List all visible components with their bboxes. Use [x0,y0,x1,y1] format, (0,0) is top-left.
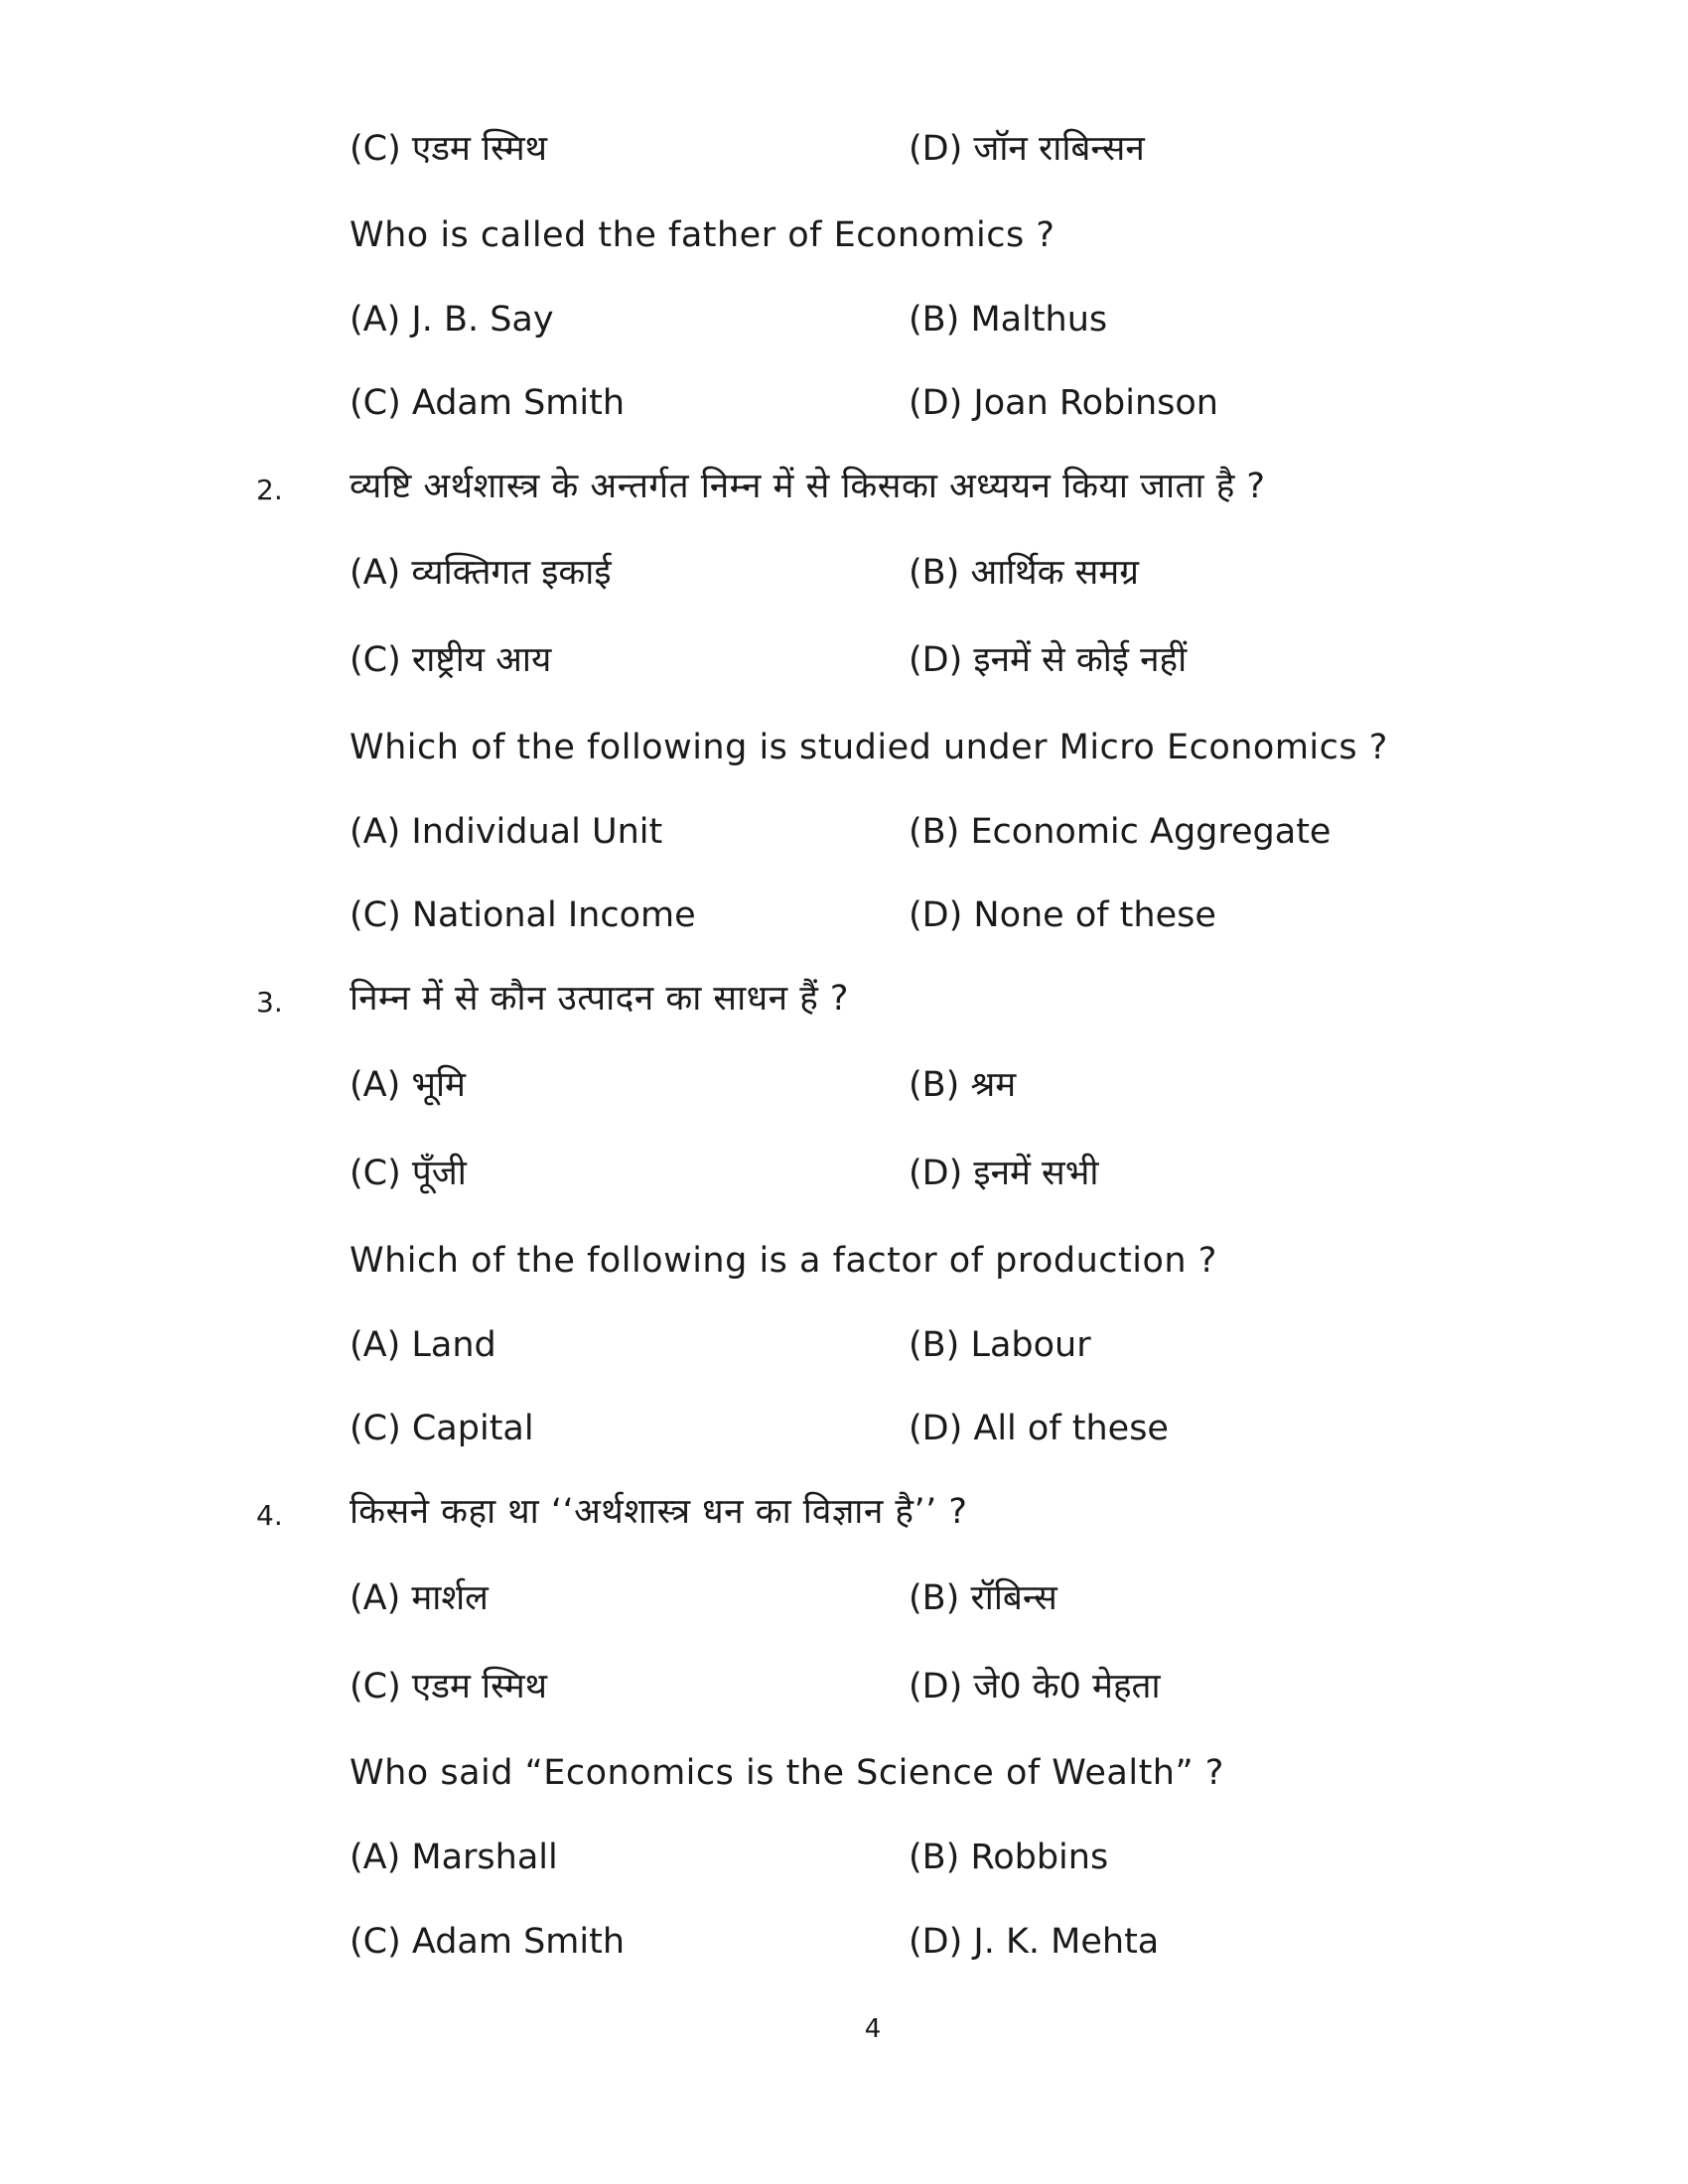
question-4-hindi-text: किसने कहा था ‘‘अर्थशास्त्र धन का विज्ञान है’’ ? [350,1492,968,1532]
question-3-hindi-text: निम्न में से कौन उत्पादन का साधन हैं ? [350,979,849,1019]
question-2-hindi-text: व्यष्टि अर्थशास्त्र के अन्तर्गत निम्न में से किसका अध्ययन किया जाता है ? [350,467,1266,506]
option-b: (B) Economic Aggregate [909,812,1332,852]
option-d: (D) None of these [909,895,1216,935]
question-row [0,718,1688,777]
option-c: (C) पूँजी [350,1154,467,1193]
page-number: 4 [864,2014,882,2044]
question-1-english-text: Who is called the father of Economics ? [350,215,1055,255]
option-d: (D) इनमें से कोई नहीं [909,640,1188,680]
option-a: (A) Individual Unit [350,812,663,852]
option-c: (C) राष्ट्रीय आय [350,640,552,680]
option-a: (A) Land [350,1325,496,1365]
option-row [0,1399,1688,1458]
option-c: (C) Adam Smith [350,1922,626,1962]
option-row [0,802,1688,862]
option-a: (A) Marshall [350,1838,558,1877]
question-number: 4. [256,1499,283,1532]
option-d: (D) जॉन राबिन्सन [909,129,1145,169]
question-row [0,969,1688,1028]
question-2-english-text: Which of the following is studied under Micro Economics ? [350,728,1388,767]
option-row [0,1569,1688,1628]
option-row [0,630,1688,690]
option-b: (B) Robbins [909,1838,1109,1877]
option-b: (B) श्रम [909,1065,1017,1105]
option-a: (A) मार्शल [350,1578,489,1618]
option-row [0,886,1688,945]
option-d: (D) J. K. Mehta [909,1922,1160,1962]
option-c: (C) Capital [350,1409,534,1448]
option-row [0,1315,1688,1375]
option-b: (B) Malthus [909,300,1108,340]
option-b: (B) रॉबिन्स [909,1578,1057,1618]
option-d: (D) इनमें सभी [909,1154,1099,1193]
question-number: 3. [256,986,283,1019]
option-d: (D) जे0 के0 मेहता [909,1667,1161,1706]
option-b: (B) Labour [909,1325,1091,1365]
question-row [0,1231,1688,1291]
option-c: (C) Adam Smith [350,383,626,423]
option-row [0,1144,1688,1203]
option-row [0,1657,1688,1716]
option-c: (C) एडम स्मिथ [350,1667,547,1706]
option-row [0,119,1688,179]
option-c: (C) National Income [350,895,696,935]
option-row [0,1828,1688,1887]
question-row [0,457,1688,516]
option-row [0,1912,1688,1972]
question-number: 2. [256,474,283,506]
option-row [0,543,1688,603]
option-c: (C) एडम स्मिथ [350,129,547,169]
option-a: (A) J. B. Say [350,300,554,340]
option-b: (B) आर्थिक समग्र [909,553,1139,593]
option-d: (D) Joan Robinson [909,383,1218,423]
question-row [0,1743,1688,1803]
question-row [0,1482,1688,1542]
option-row [0,1055,1688,1115]
question-3-english-text: Which of the following is a factor of production ? [350,1241,1217,1281]
option-row [0,290,1688,349]
question-4-english-text: Who said “Economics is the Science of Wealth” ? [350,1753,1224,1793]
option-a: (A) व्यक्तिगत इकाई [350,553,612,593]
option-row [0,373,1688,433]
option-d: (D) All of these [909,1409,1169,1448]
question-row [0,205,1688,265]
option-a: (A) भूमि [350,1065,466,1105]
